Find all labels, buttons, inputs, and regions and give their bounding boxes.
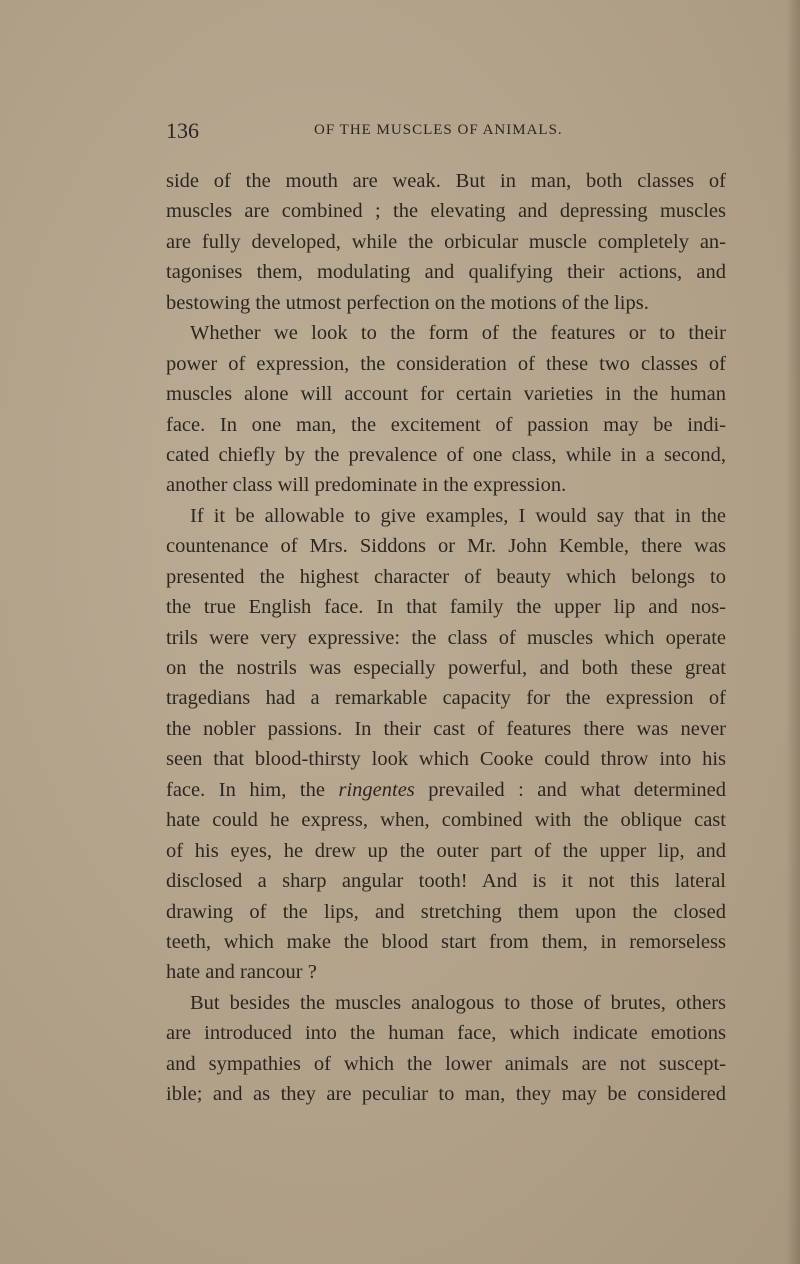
text-line: hate and rancour ?: [166, 961, 317, 984]
text-line: trils were very expressive: the class of muscles which operate: [166, 626, 726, 649]
text-line: muscles are combined ; the elevating and depressing muscles: [166, 200, 726, 223]
text-line: another class will predominate in the expression.: [166, 474, 567, 497]
text-line: and sympathies of which the lower animals are not suscept-: [166, 1052, 726, 1075]
body-text: [166, 166, 726, 1110]
text-line: tagonises them, modulating and qualifying their actions, and: [166, 261, 726, 284]
text-line: power of expression, the consideration of these two classes of: [166, 352, 726, 375]
text-line: presented the highest character of beauty which belongs to: [166, 565, 726, 588]
text-segment: face. In him, the: [166, 778, 339, 801]
text-line: countenance of Mrs. Siddons or Mr. John Kemble, there was: [166, 535, 726, 558]
text-line: the true English face. In that family the upper lip and nos-: [166, 596, 726, 619]
text-line: muscles alone will account for certain varieties in the human: [166, 383, 726, 406]
text-line: seen that blood-thirsty look which Cooke could throw into his: [166, 748, 726, 771]
running-header: [166, 118, 726, 142]
text-line: cated chiefly by the prevalence of one class, while in a second,: [166, 443, 726, 466]
text-line: on the nostrils was especially powerful, and both these great: [166, 657, 726, 679]
page-number: 136: [166, 118, 199, 143]
text-line: side of the mouth are weak. But in man, both classes of: [166, 170, 726, 192]
page-edge-shadow: [786, 0, 800, 1264]
text-line: But besides the muscles analogous to those of brutes, others: [190, 991, 726, 1014]
text-line: disclosed a sharp angular tooth! And is it not this lateral: [166, 870, 726, 893]
text-line: are introduced into the human face, which indicate emotions: [166, 1022, 726, 1045]
text-line: drawing of the lips, and stretching them upon the closed: [166, 900, 726, 923]
text-line: Whether we look to the form of the features or to their: [190, 322, 726, 345]
text-line: teeth, which make the blood start from them, in remorseless: [166, 930, 726, 953]
text-line: tragedians had a remarkable capacity for the expression of: [166, 687, 726, 710]
running-title: OF THE MUSCLES OF ANIMALS.: [314, 122, 563, 138]
text-segment: prevailed : and what determined: [414, 778, 727, 801]
text-line: of his eyes, he drew up the outer part of the upper lip, and: [166, 839, 726, 862]
italic-term: ringentes: [338, 778, 415, 801]
text-line: hate could he express, when, combined with the oblique cast: [166, 809, 726, 832]
text-line: [166, 775, 726, 805]
text-line: bestowing the utmost perfection on the motions of the lips.: [166, 291, 649, 314]
text-line: face. In one man, the excitement of passion may be indi-: [166, 413, 726, 436]
text-line: If it be allowable to give examples, I would say that in the: [190, 504, 726, 527]
text-line: the nobler passions. In their cast of features there was never: [166, 717, 726, 740]
text-line: are fully developed, while the orbicular muscle completely an-: [166, 230, 726, 253]
text-line: ible; and as they are peculiar to man, they may be considered: [166, 1083, 726, 1106]
